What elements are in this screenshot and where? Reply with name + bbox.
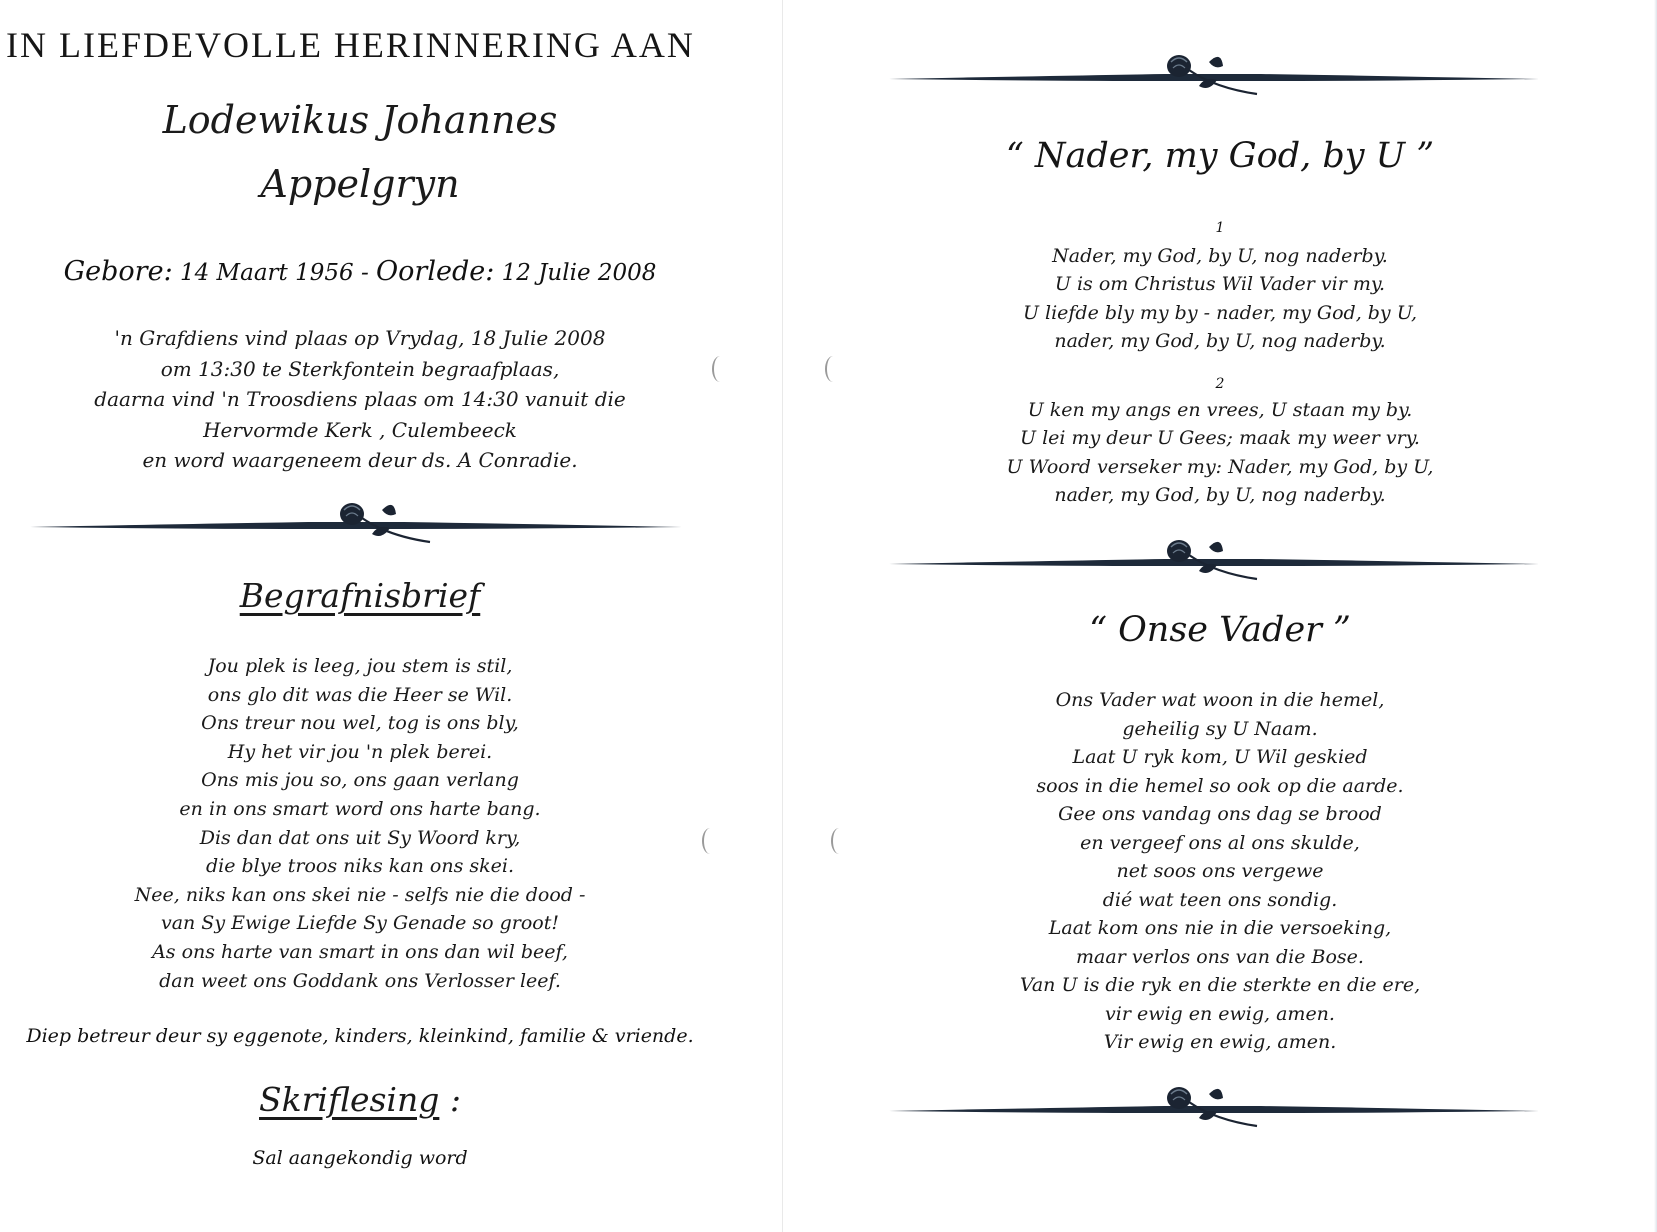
died-date: 12 Julie 2008 (501, 260, 657, 286)
prayer-line: soos in die hemel so ook op die aarde. (1036, 774, 1404, 797)
prayer-line: Gee ons vandag ons dag se brood (1058, 803, 1382, 825)
prayer-line: Vir ewig en ewig, amen. (1103, 1031, 1337, 1053)
service-line: en word waargeneem deur ds. A Conradie. (142, 448, 578, 473)
farewell-poem (0, 652, 720, 995)
right-page (783, 0, 1657, 1232)
verse-number: 1 (1215, 220, 1225, 236)
poem-line: Jou plek is leeg, jou stem is stil, (207, 655, 513, 677)
left-page (0, 0, 783, 1232)
prayer-line: Van U is die ryk en die sterkte en die ere, (1019, 974, 1421, 996)
verse-line: U liefde bly my by - nader, my God, by U, (1022, 301, 1418, 324)
punch-mark (702, 828, 718, 854)
verse-line: Nader, my God, by U, nog naderby. (1052, 245, 1388, 267)
prayer-line: en vergeef ons al ons skulde, (1080, 831, 1360, 854)
punch-mark (831, 828, 847, 854)
service-details (0, 323, 720, 476)
prayer-line: maar verlos ons van die Bose. (1076, 945, 1364, 968)
prayer-line: Laat kom ons nie in die versoeking, (1048, 917, 1392, 939)
prayer-line: vir ewig en ewig, amen. (1105, 1002, 1335, 1025)
memorial-heading: IN LIEFDEVOLLE HERINNERING AAN (6, 25, 695, 65)
prayer-line: Ons Vader wat woon in die hemel, (1055, 689, 1385, 711)
poem-line: Hy het vir jou 'n plek berei. (227, 740, 493, 763)
deceased-surname: Appelgryn (260, 162, 460, 206)
prayer-line: geheilig sy U Naam. (1122, 717, 1318, 740)
punch-mark (712, 356, 728, 382)
rose-divider-icon (885, 531, 1541, 581)
poem-line: Nee, niks kan ons skei nie - selfs nie die dood - (134, 883, 586, 906)
prayer-line: net soos ons vergewe (1116, 860, 1324, 882)
punch-mark (825, 356, 841, 382)
service-line: Hervormde Kerk , Culembeeck (203, 417, 517, 442)
service-line: daarna vind 'n Troosdiens plaas om 14:30 vanuit die (94, 387, 626, 412)
poem-line: ons glo dit was die Heer se Wil. (207, 683, 513, 706)
reading-text: Sal aangekondig word (252, 1147, 468, 1169)
verse-line: nader, my God, by U, nog naderby. (1054, 330, 1386, 353)
poem-line: dan weet ons Goddank ons Verlosser leef. (159, 969, 561, 992)
life-dates (0, 256, 720, 287)
rose-divider-icon (885, 1078, 1541, 1128)
born-date: 14 Maart 1956 (179, 260, 354, 286)
poem-line: van Sy Ewige Liefde Sy Genade so groot! (160, 912, 560, 935)
service-line: om 13:30 te Sterkfontein begraafplaas, (160, 356, 560, 381)
prayer-line: Laat U ryk kom, U Wil geskied (1072, 746, 1368, 768)
died-label: Oorlede: (376, 256, 495, 287)
prayer-title: “ Onse Vader ” (1089, 610, 1351, 650)
deceased-first-names: Lodewikus Johannes (162, 98, 558, 142)
verse-line: nader, my God, by U, nog naderby. (1054, 484, 1386, 507)
verse-line: U ken my angs en vrees, U staan my by. (1027, 399, 1413, 421)
lords-prayer (783, 686, 1657, 1057)
prayer-line: dié wat teen ons sondig. (1102, 888, 1338, 911)
service-line: 'n Grafdiens vind plaas op Vrydag, 18 Julie 2008 (114, 326, 606, 350)
poem-line: en in ons smart word ons harte bang. (179, 797, 541, 820)
rose-divider-icon (885, 46, 1541, 96)
letter-title: Begrafnisbrief (239, 576, 481, 615)
hymn-verse-1 (783, 242, 1657, 356)
verse-line: U is om Christus Wil Vader vir my. (1054, 273, 1386, 296)
poem-line: Ons treur nou wel, tog is ons bly, (201, 712, 519, 735)
hymn-title: “ Nader, my God, by U ” (1005, 136, 1435, 176)
reading-title: Skriflesing : (259, 1080, 461, 1119)
verse-number: 2 (1215, 376, 1225, 392)
poem-line: Dis dan dat ons uit Sy Woord kry, (199, 826, 521, 849)
rose-divider-icon (28, 494, 684, 544)
verse-line: U lei my deur U Gees; maak my weer vry. (1020, 427, 1420, 450)
mourners-line: Diep betreur deur sy eggenote, kinders, kleinkind, familie & vriende. (26, 1025, 694, 1047)
poem-line: As ons harte van smart in ons dan wil beef, (152, 940, 568, 963)
born-label: Gebore: (63, 256, 173, 287)
date-dash: - (360, 260, 369, 286)
poem-line: Ons mis jou so, ons gaan verlang (201, 769, 519, 792)
poem-line: die blye troos niks kan ons skei. (206, 855, 514, 878)
verse-line: U Woord verseker my: Nader, my God, by U, (1006, 455, 1434, 478)
hymn-verse-2 (783, 396, 1657, 510)
